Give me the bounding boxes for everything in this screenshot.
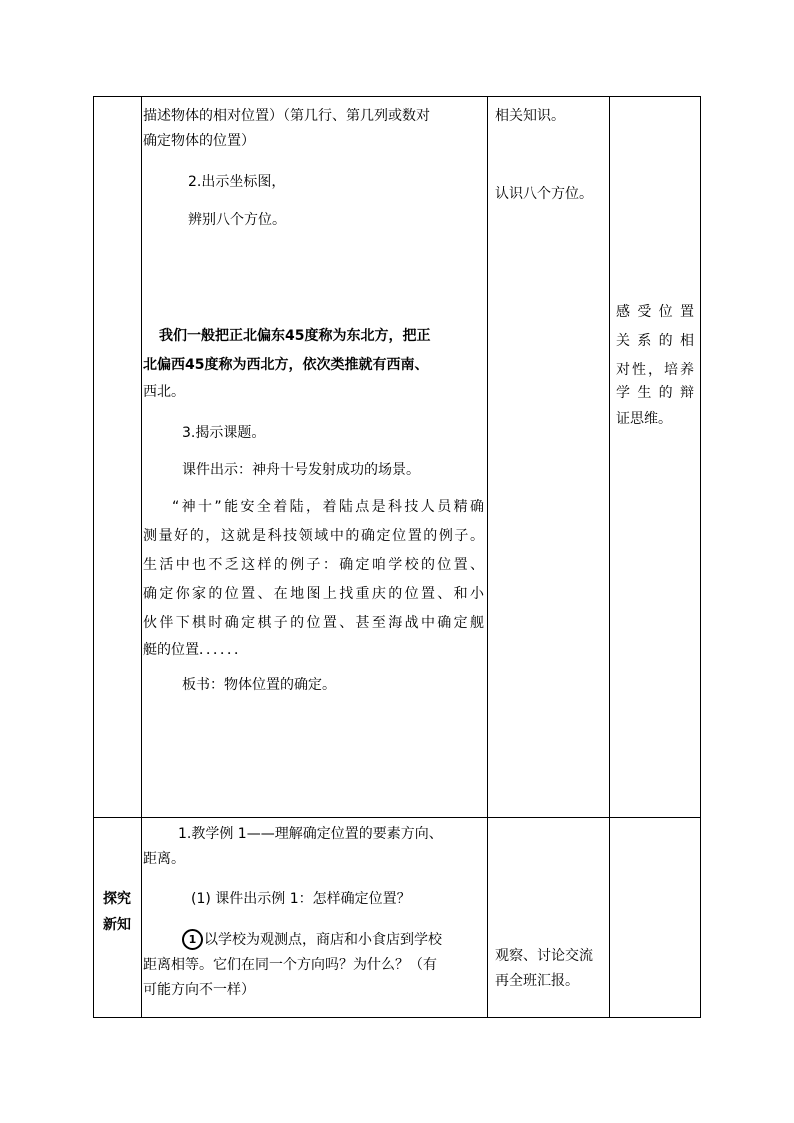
content-line: 伙伴下棋时确定棋子的位置、甚至海战中确定舰: [143, 615, 484, 631]
stage-label: 新知: [103, 917, 131, 933]
content-line: 艇的位置．．．．．．: [143, 642, 248, 658]
student-activity-line: 再全班汇报。: [495, 973, 579, 989]
student-activity-line: 相关知识。: [495, 108, 565, 124]
table-column-divider: [141, 97, 142, 1017]
student-activity-line: 观察、讨论交流: [495, 948, 593, 964]
content-line: (1) 课件出示例 1：怎样确定位置？: [191, 891, 411, 907]
content-line: 距离相等。它们在同一个方向吗？为什么？（有: [143, 957, 437, 973]
content-line: 北偏西45度称为西北方，依次类推就有西南、: [143, 357, 429, 373]
content-line: 测量好的，这就是科技领域中的确定位置的例子。: [143, 528, 484, 544]
table-row-divider: [94, 817, 700, 818]
content-line: [182, 929, 442, 950]
circled-number-one: 1: [182, 929, 203, 950]
content-line: 1.教学例 1——理解确定位置的要素方向、: [178, 826, 443, 842]
content-line: 课件出示：神舟十号发射成功的场景。: [182, 462, 420, 478]
stage-label: 探究: [103, 891, 131, 907]
content-line: 描述物体的相对位置）（第几行、第几列或数对: [143, 108, 430, 124]
content-line: 确定你家的位置、在地图上找重庆的位置、和小: [143, 586, 484, 602]
design-intent-line: 证思维。: [616, 411, 672, 427]
content-line: 西北。: [143, 384, 185, 400]
content-line: 距离。: [143, 851, 185, 867]
content-line: 生活中也不乏这样的例子：确定咱学校的位置、: [143, 557, 484, 573]
table-column-divider: [609, 97, 610, 1017]
student-activity-line: 认识八个方位。: [495, 186, 593, 202]
lesson-plan-table: [93, 96, 701, 1018]
design-intent-line: 关系的相: [616, 333, 694, 349]
content-line-text: 以学校为观测点，商店和小食店到学校: [204, 932, 442, 948]
content-line: 2.出示坐标图，: [188, 174, 286, 190]
content-line: 板书：物体位置的确定。: [182, 677, 336, 693]
content-line: 可能方向不一样）: [143, 982, 255, 998]
content-line: 3.揭示课题。: [182, 425, 266, 441]
content-line: 确定物体的位置）: [143, 133, 255, 149]
design-intent-line: 对性，培养: [616, 362, 694, 378]
table-column-divider: [487, 97, 488, 1017]
content-line: 我们一般把正北偏东45度称为东北方，把正: [159, 328, 431, 344]
design-intent-line: 感受位置: [616, 304, 694, 320]
content-line: 辨别八个方位。: [188, 212, 286, 228]
content-line: “神十”能安全着陆，着陆点是科技人员精确: [172, 499, 484, 515]
design-intent-line: 学生的辩: [616, 385, 694, 401]
